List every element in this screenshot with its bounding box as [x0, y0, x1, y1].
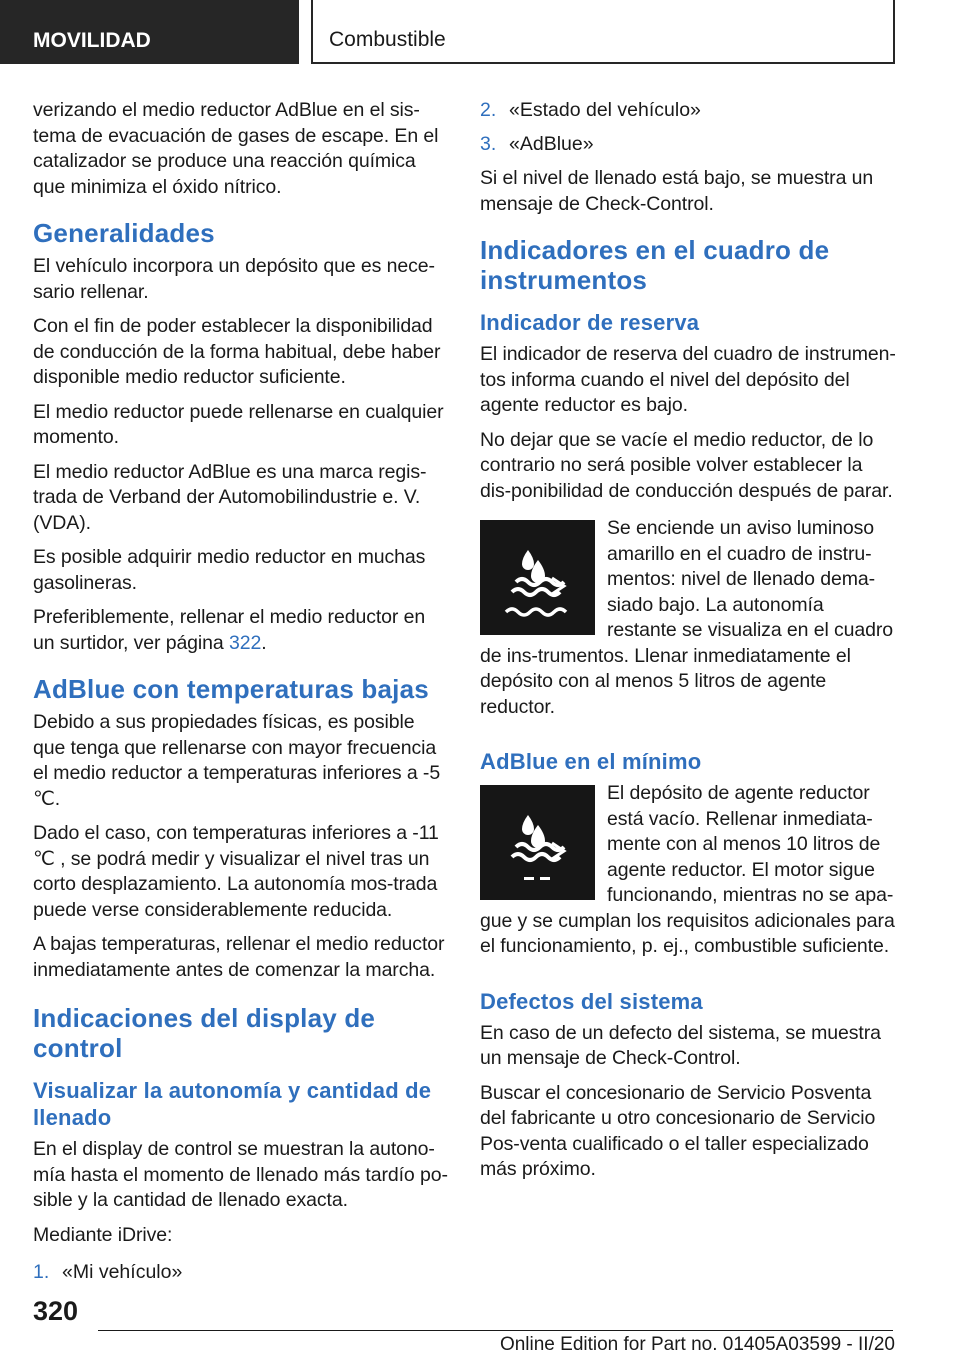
heading-defectos-sistema: Defectos del sistema	[480, 988, 703, 1014]
heading-indicador-reserva: Indicador de reserva	[480, 310, 700, 335]
chapter-tab: Combustible	[311, 0, 895, 64]
paragraph: No dejar que se vacíe el medio reductor, de lo contrario no será posible volver establecer la dis-ponibilidad de conducción después de parar.	[480, 428, 893, 502]
section-tab: MOVILIDAD	[0, 0, 299, 64]
right-column	[480, 98, 896, 1192]
idrive-steps	[33, 1260, 449, 1286]
paragraph: A bajas temperaturas, rellenar el medio reductor inmediatamente antes de comenzar la marcha.	[33, 933, 445, 981]
heading-adblue-temperaturas: AdBlue con temperaturas bajas	[33, 674, 429, 704]
paragraph: Si el nivel de llenado está bajo, se muestra un mensaje de Check-Control.	[480, 167, 874, 215]
paragraph: El indicador de reserva del cuadro de instrumen-tos informa cuando el nivel del depósito del agente reductor es bajo.	[480, 343, 896, 416]
paragraph: Es posible adquirir medio reductor en muchas gasolineras.	[33, 546, 426, 594]
list-item	[480, 132, 896, 158]
empty-warning-text: El depósito de agente reductor está vacío. Rellenar inmediata-mente con al menos 10 litros de agente reductor. El motor sigue funcionando, mientras no se apa-gue y se cumplan los requisitos adicionales para el funcionamiento, p. ej., combustible suficiente.	[480, 782, 895, 957]
paragraph-with-icon	[480, 516, 896, 720]
heading-indicadores-cuadro: Indicadores en el cuadro de instrumentos	[480, 235, 830, 295]
paragraph-end: .	[261, 631, 267, 654]
edition-footer: Online Edition for Part no. 01405A03599 - II/20	[499, 1334, 895, 1355]
paragraph: Buscar el concesionario de Servicio Posventa del fabricante u otro concesionario de Servicio Pos-venta cualificado o el taller especializado más próximo.	[480, 1081, 876, 1180]
step-text: «AdBlue»	[509, 132, 594, 155]
step-number: 3.	[480, 132, 497, 155]
intro-paragraph: verizando el medio reductor AdBlue en el sis-tema de evacuación de gases de escape. En el catalizador se produce una reacción química que minimiza el óxido nítrico.	[33, 99, 439, 198]
reserve-warning-text: Se enciende un aviso luminoso amarillo en el cuadro de instru-mentos: nivel de llenado dema-siado bajo. La autonomía restante se visualiza en el cuadro de ins-trumentos. Llenar inmediatamente el depósito con al menos 5 litros de agente reductor.	[480, 517, 894, 718]
paragraph: Mediante iDrive:	[33, 1223, 173, 1246]
heading-visualizar-autonomia: Visualizar la autonomía y cantidad de llenado	[33, 1078, 432, 1130]
heading-indicaciones-display: Indicaciones del display de control	[33, 1003, 376, 1063]
paragraph-with-icon	[480, 781, 896, 960]
list-item	[480, 98, 896, 124]
idrive-steps-continued	[480, 98, 896, 157]
paragraph: El vehículo incorpora un depósito que es nece-sario rellenar.	[33, 255, 435, 303]
step-number: 1.	[33, 1261, 50, 1283]
page-link[interactable]: 322	[228, 631, 262, 654]
heading-generalidades: Generalidades	[33, 218, 215, 248]
heading-adblue-minimo: AdBlue en el mínimo	[480, 749, 702, 774]
paragraph	[33, 605, 449, 656]
adblue-reserve-warning-icon	[480, 520, 595, 635]
list-item	[33, 1260, 449, 1286]
adblue-empty-warning-icon	[480, 785, 595, 900]
paragraph-text: Preferiblemente, rellenar el medio reductor en un surtidor, ver página	[33, 606, 426, 654]
paragraph: Con el fin de poder establecer la disponibilidad de conducción de la forma habitual, debe haber disponible medio reductor suficiente.	[33, 315, 441, 388]
paragraph: En el display de control se muestran la autono-mía hasta el momento de llenado más tardío po-sible y la cantidad de llenado exacta.	[33, 1138, 448, 1211]
step-number: 2.	[480, 99, 497, 121]
page-number: 320	[33, 1296, 79, 1326]
step-text: «Estado del vehículo»	[509, 99, 701, 121]
paragraph: El medio reductor puede rellenarse en cualquier momento.	[33, 400, 444, 448]
step-text: «Mi vehículo»	[62, 1261, 183, 1283]
paragraph: En caso de un defecto del sistema, se muestra un mensaje de Check-Control.	[480, 1021, 881, 1069]
paragraph: El medio reductor AdBlue es una marca regis-trada de Verband der Automobilindustrie e. V. (VDA).	[33, 460, 427, 534]
paragraph: Dado el caso, con temperaturas inferiores a -11 ℃ , se podrá medir y visualizar el nivel tras un corto desplazamiento. La autonomía mos-trada puede verse considerablemente reducida.	[33, 822, 439, 921]
left-column	[33, 98, 449, 1295]
paragraph: Debido a sus propiedades físicas, es posible que tenga que rellenarse con mayor frecuencia el medio reductor a temperaturas inferiores a -5 ℃.	[33, 711, 441, 810]
footer-divider	[98, 1330, 893, 1331]
